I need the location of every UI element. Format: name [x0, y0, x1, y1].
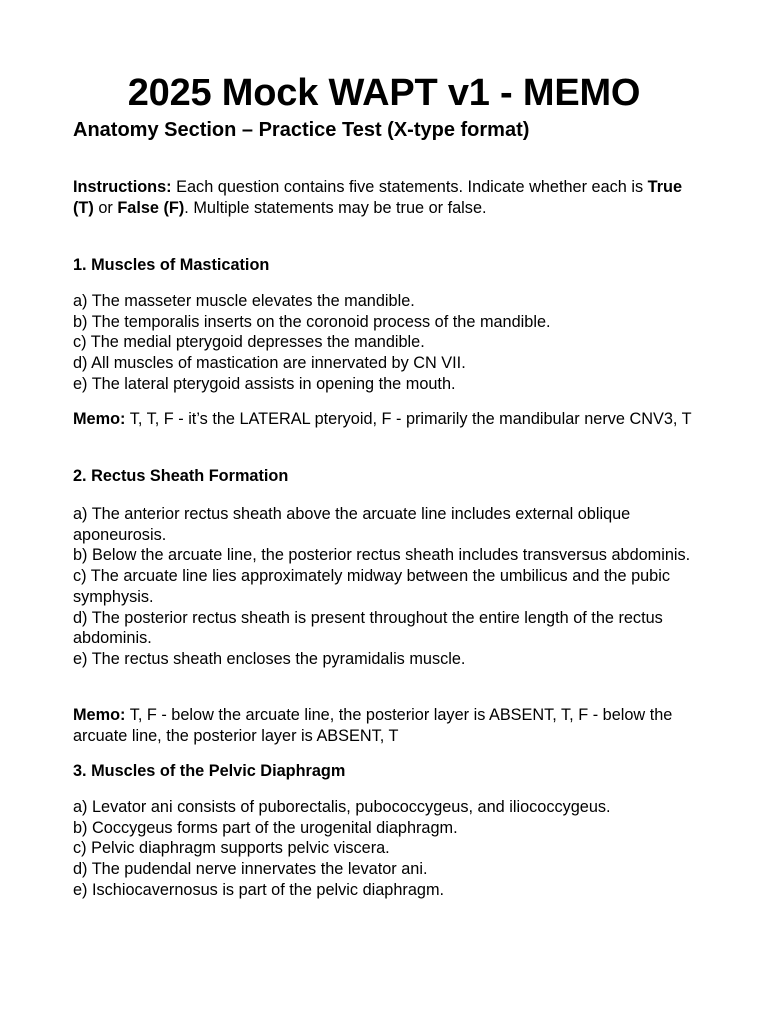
statement-line: e) The lateral pterygoid assists in opening the mouth. — [73, 374, 456, 393]
statement-line: a) The masseter muscle elevates the mandible. — [73, 292, 415, 310]
statement-line: b) Coccygeus forms part of the urogenital diaphragm. — [73, 818, 458, 837]
question-statements — [73, 797, 699, 901]
true-label: True (T) — [73, 178, 683, 217]
question-statements — [73, 504, 699, 670]
document-subtitle: Anatomy Section – Practice Test (X-type format) — [73, 119, 530, 141]
statement-line: e) Ischiocavernosus is part of the pelvic diaphragm. — [73, 880, 445, 899]
false-label: False (F) — [117, 198, 185, 217]
instructions-text-1: Each question contains five statements. Indicate whether each is — [171, 178, 648, 196]
statement-line: c) The medial pterygoid depresses the mandible. — [73, 333, 425, 352]
instructions-text-2: or — [93, 198, 118, 217]
instructions-label: Instructions: — [73, 178, 172, 196]
question-heading: 1. Muscles of Mastication — [73, 256, 270, 274]
document-title: 2025 Mock WAPT v1 - MEMO — [127, 72, 641, 114]
statement-line: e) The rectus sheath encloses the pyramidalis muscle. — [73, 649, 466, 668]
statement-line: c) The arcuate line lies approximately midway between the umbilicus and the pubic symphysis. — [73, 567, 670, 606]
statement-line: d) All muscles of mastication are innervated by CN VII. — [73, 354, 466, 373]
memo-paragraph — [73, 705, 699, 746]
statement-line: d) The pudendal nerve innervates the levator ani. — [73, 860, 428, 879]
statement-line: b) The temporalis inserts on the coronoid process of the mandible. — [73, 312, 551, 331]
memo-paragraph — [73, 409, 699, 430]
statement-line: b) Below the arcuate line, the posterior rectus sheath includes transversus abdominis. — [73, 546, 691, 565]
statement-line: a) The anterior rectus sheath above the arcuate line includes external oblique aponeurosis. — [73, 505, 631, 544]
memo-label: Memo: — [73, 706, 126, 724]
memo-label: Memo: — [73, 410, 126, 428]
question-heading: 3. Muscles of the Pelvic Diaphragm — [73, 762, 346, 780]
statement-line: d) The posterior rectus sheath is present throughout the entire length of the rectus abdominis. — [73, 608, 663, 648]
question-statements — [73, 291, 699, 395]
memo-text: T, F - below the arcuate line, the posterior layer is ABSENT, T, F - below the arcuate line, the posterior layer is ABSENT, T — [73, 706, 673, 745]
statement-line: a) Levator ani consists of puborectalis, pubococcygeus, and iliococcygeus. — [73, 798, 611, 816]
instructions-text-3: . Multiple statements may be true or false. — [184, 198, 487, 217]
memo-text: T, T, F - it’s the LATERAL pteryoid, F - primarily the mandibular nerve CNV3, T — [125, 410, 692, 428]
question-heading: 2. Rectus Sheath Formation — [73, 467, 289, 485]
statement-line: c) Pelvic diaphragm supports pelvic viscera. — [73, 839, 390, 858]
instructions-paragraph — [73, 177, 699, 218]
